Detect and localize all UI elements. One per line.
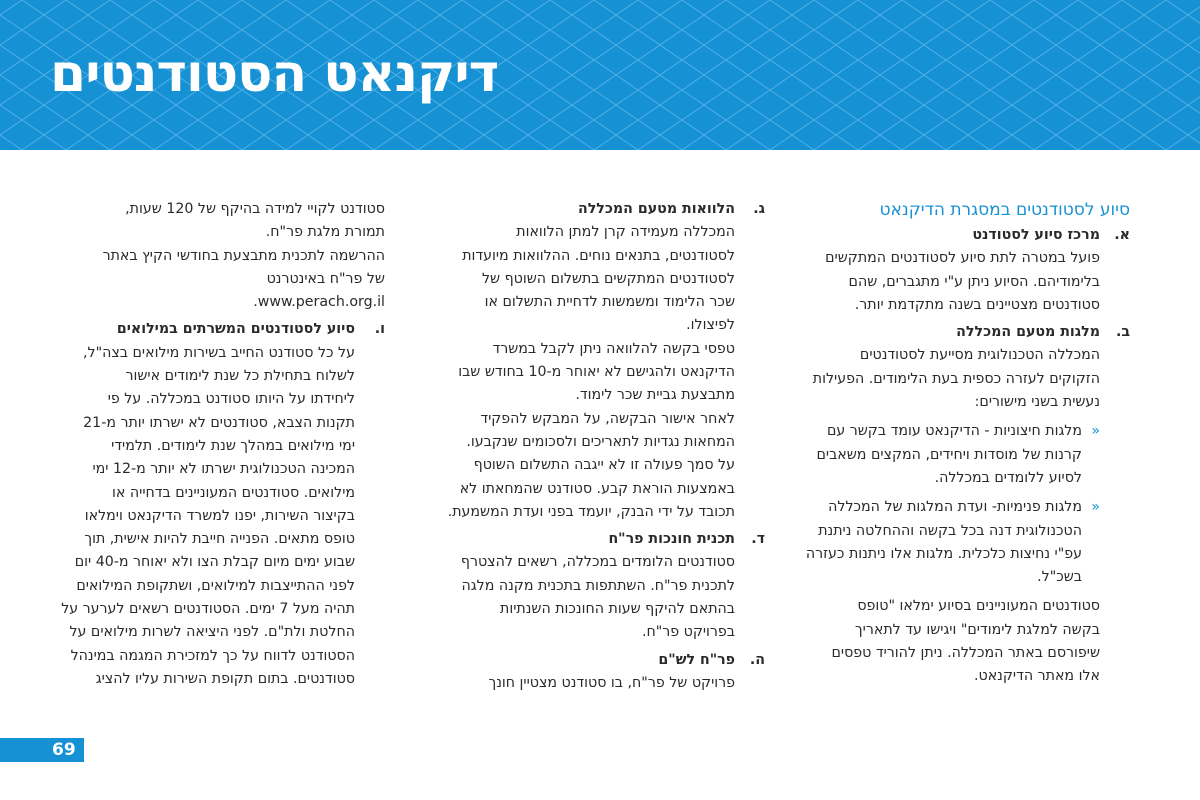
item-college-loans — [420, 198, 765, 524]
item-perach-lashem — [420, 649, 765, 696]
column-right — [800, 198, 1130, 689]
item-heading: פר"ח לש"ם — [658, 651, 735, 668]
paragraph-line: בלימודיהם. הסיוע ניתן ע"י מתגברים, שהם — [848, 273, 1100, 290]
item-heading: תכנית חונכות פר"ח — [608, 531, 735, 548]
website-link[interactable]: www.perach.org.il. — [253, 294, 385, 311]
paragraph-line: לתכנית פר"ח. השתתפות בתכנית מקנה מלגה — [461, 577, 735, 594]
paragraph-line: ההרשמה לתכנית מתבצעת בחודשי הקיץ באתר — [102, 247, 385, 264]
page-number-tab — [0, 738, 84, 762]
item-heading: סיוע לסטודנטים המשרתים במילואים — [116, 321, 355, 338]
paragraph-line: לסיוע ללומדים במכללה. — [934, 469, 1082, 486]
item-letter: ג. — [753, 201, 765, 217]
paragraph-line: לאחר אישור הבקשה, על המבקש להפקיד — [480, 410, 735, 427]
item-letter: ב. — [1115, 324, 1130, 341]
paragraph-line: לסטודנטים המתקשים בתשלום השוטף של — [481, 270, 735, 287]
page-header — [0, 0, 1200, 150]
paragraph-line: החלטת ולת"ם. לפני היציאה לשרות מילואים על — [69, 624, 355, 641]
paragraph-line: טפסי בקשה להלוואה ניתן לקבל במשרד — [492, 340, 735, 357]
bullet-chevron-icon: « — [1091, 499, 1100, 516]
item-college-scholarships — [800, 321, 1130, 688]
paragraph-line: המכללה מעמידה קרן למתן הלוואות — [516, 224, 735, 241]
paragraph-line: תכובד על ידי הבנק, יועמד בפני ועדת המשמעת. — [447, 503, 735, 520]
paragraph-line: הסטודנט לדווח על כך למזכירת המגמה במינהל — [70, 647, 355, 664]
paragraph-line: לשלוח בתחילת כל שנת לימודים אישור — [125, 368, 355, 385]
bullet-item-internal — [800, 496, 1100, 589]
paragraph-line: פרויקט של פר"ח, בו סטודנט מצטיין חונך — [488, 674, 735, 691]
paragraph-line: סטודנטים. בתום תקופת השירות עליו להציג — [95, 670, 355, 687]
paragraph-line: נעשית בשני מישורים: — [974, 394, 1100, 411]
paragraph-line: תקנות הצבא, סטודנטים לא ישרתו יותר מ-21 — [83, 414, 355, 431]
paragraph-line: לסטודנטים, בתנאים נוחים. ההלוואות מיועדות — [462, 247, 735, 264]
paragraph-line: בקשה למלגת לימודים" ויגישו עד לתאריך — [855, 621, 1100, 638]
item-letter: ה. — [749, 651, 765, 668]
paragraph-line: סטודנט לקויי למידה בהיקף של 120 שעות, — [125, 201, 385, 217]
paragraph-line: אלו מאתר הדיקנאט. — [973, 668, 1100, 685]
page-number: 69 — [52, 740, 76, 760]
continued-paragraph — [40, 198, 385, 314]
paragraph-line: מתבצעת גביית שכר לימוד. — [575, 387, 735, 404]
item-student-support-center — [800, 224, 1130, 317]
paragraph-line: על סמך פעולה זו לא ייגבה התשלום השוטף — [473, 457, 735, 474]
paragraph-line: עפ"י נחיצות כלכלית. מלגות אלו ניתנות כעזרה — [805, 545, 1082, 562]
paragraph-line: בפרויקט פר"ח. — [641, 624, 735, 641]
paragraph-line: טופס מתאים. הפנייה חייבת להיות אישית, תוך — [84, 531, 355, 548]
bullet-item-external — [800, 420, 1100, 490]
paragraph-line: של פר"ח באינטרנט — [266, 270, 385, 287]
paragraph-line: מלגות חיצוניות - הדיקנאט עומד בקשר עם — [826, 423, 1082, 440]
paragraph-line: בשכ"ל. — [1037, 569, 1082, 586]
section-title: סיוע לסטודנטים במסגרת הדיקנאט — [879, 200, 1130, 220]
item-letter: ו. — [374, 321, 385, 338]
paragraph-line: מלגות פנימיות- ועדת המלגות של המכללה — [828, 499, 1082, 516]
paragraph-line: לפיצולו. — [686, 317, 735, 334]
item-heading: מרכז סיוע לסטודנט — [972, 227, 1100, 243]
item-heading: הלוואות מטעם המכללה — [577, 201, 735, 217]
paragraph-line: פועל במטרה לתת סיוע לסטודנטים המתקשים — [825, 250, 1100, 267]
scholarship-note — [800, 595, 1100, 688]
paragraph-line: המחאות נגדיות לתאריכים ולסכומים שנקבעו. — [466, 433, 735, 450]
paragraph-line: לפני ההתייצבות למילואים, ושתקופת המילואים — [76, 577, 355, 594]
paragraph-line: תהיה מעל 7 ימים. הסטודנטים רשאים לערער על — [61, 601, 355, 618]
paragraph-line: המכללה הטכנולוגית מסייעת לסטודנטים — [859, 347, 1100, 364]
paragraph-line: מילואים. סטודנטים המעוניינים בדחייה או — [112, 484, 355, 501]
scholarship-bullet-list — [800, 420, 1100, 589]
column-left — [40, 198, 385, 691]
paragraph-line: המכינה הטכנולוגית ישרתו לא יותר מ-12 ימי — [92, 461, 355, 478]
item-letter: ד. — [751, 531, 765, 548]
paragraph-line: קרנות של מוסדות ויחידים, המקצים משאבים — [816, 446, 1082, 463]
paragraph-line: שיפורסם באתר המכללה. ניתן להוריד טפסים — [831, 645, 1100, 662]
paragraph-line: ליחידתו על היותו סטודנט במכללה. על פי — [107, 391, 355, 408]
item-heading: מלגות מטעם המכללה — [956, 324, 1100, 341]
paragraph-line: ימי מילואים במהלך שנת לימודים. תלמידי — [111, 437, 355, 454]
paragraph-line: שכר הלימוד ומשמשות לדחיית התשלום או — [484, 294, 735, 311]
bullet-chevron-icon: « — [1091, 423, 1100, 440]
page-title: דיקנאט הסטודנטים — [50, 44, 499, 104]
paragraph-line: סטודנטים המעוניינים בסיוע ימלאו "טופס — [857, 598, 1100, 615]
paragraph-line: סטודנטים הלומדים במכללה, רשאים להצטרף — [460, 554, 735, 571]
paragraph-line: הטכנולוגית דנה בכל בקשה וההחלטה ניתנת — [818, 522, 1082, 539]
paragraph-line: הדיקנאט ולהגישם לא יאוחר מ-10 בחודש שבו — [458, 364, 735, 381]
paragraph-line: בקיצור השירות, יפנו למשרד הדיקנאט וימלאו — [84, 507, 355, 524]
paragraph-line: הזקוקים לעזרה כספית בעת הלימודים. הפעילות — [812, 370, 1100, 387]
paragraph-line: סטודנטים מצטיינים בשנה מתקדמת יותר. — [854, 296, 1100, 313]
paragraph-line: על כל סטודנט החייב בשירות מילואים בצה"ל, — [83, 344, 355, 361]
item-perach-mentoring — [420, 528, 765, 644]
paragraph-line: באמצעות הוראת קבע. סטודנט שהמחאתו לא — [459, 480, 735, 497]
paragraph-line: תמורת מלגת פר"ח. — [265, 224, 385, 241]
paragraph-line: בהתאם להיקף שעות החונכות השנתיות — [500, 601, 735, 618]
item-reserve-duty-support — [40, 318, 385, 691]
column-middle — [420, 198, 765, 695]
item-letter: א. — [1114, 227, 1130, 243]
paragraph-line: שבוע ימים מיום קבלת הצו ולא יאוחר מ-40 יום — [74, 554, 355, 571]
